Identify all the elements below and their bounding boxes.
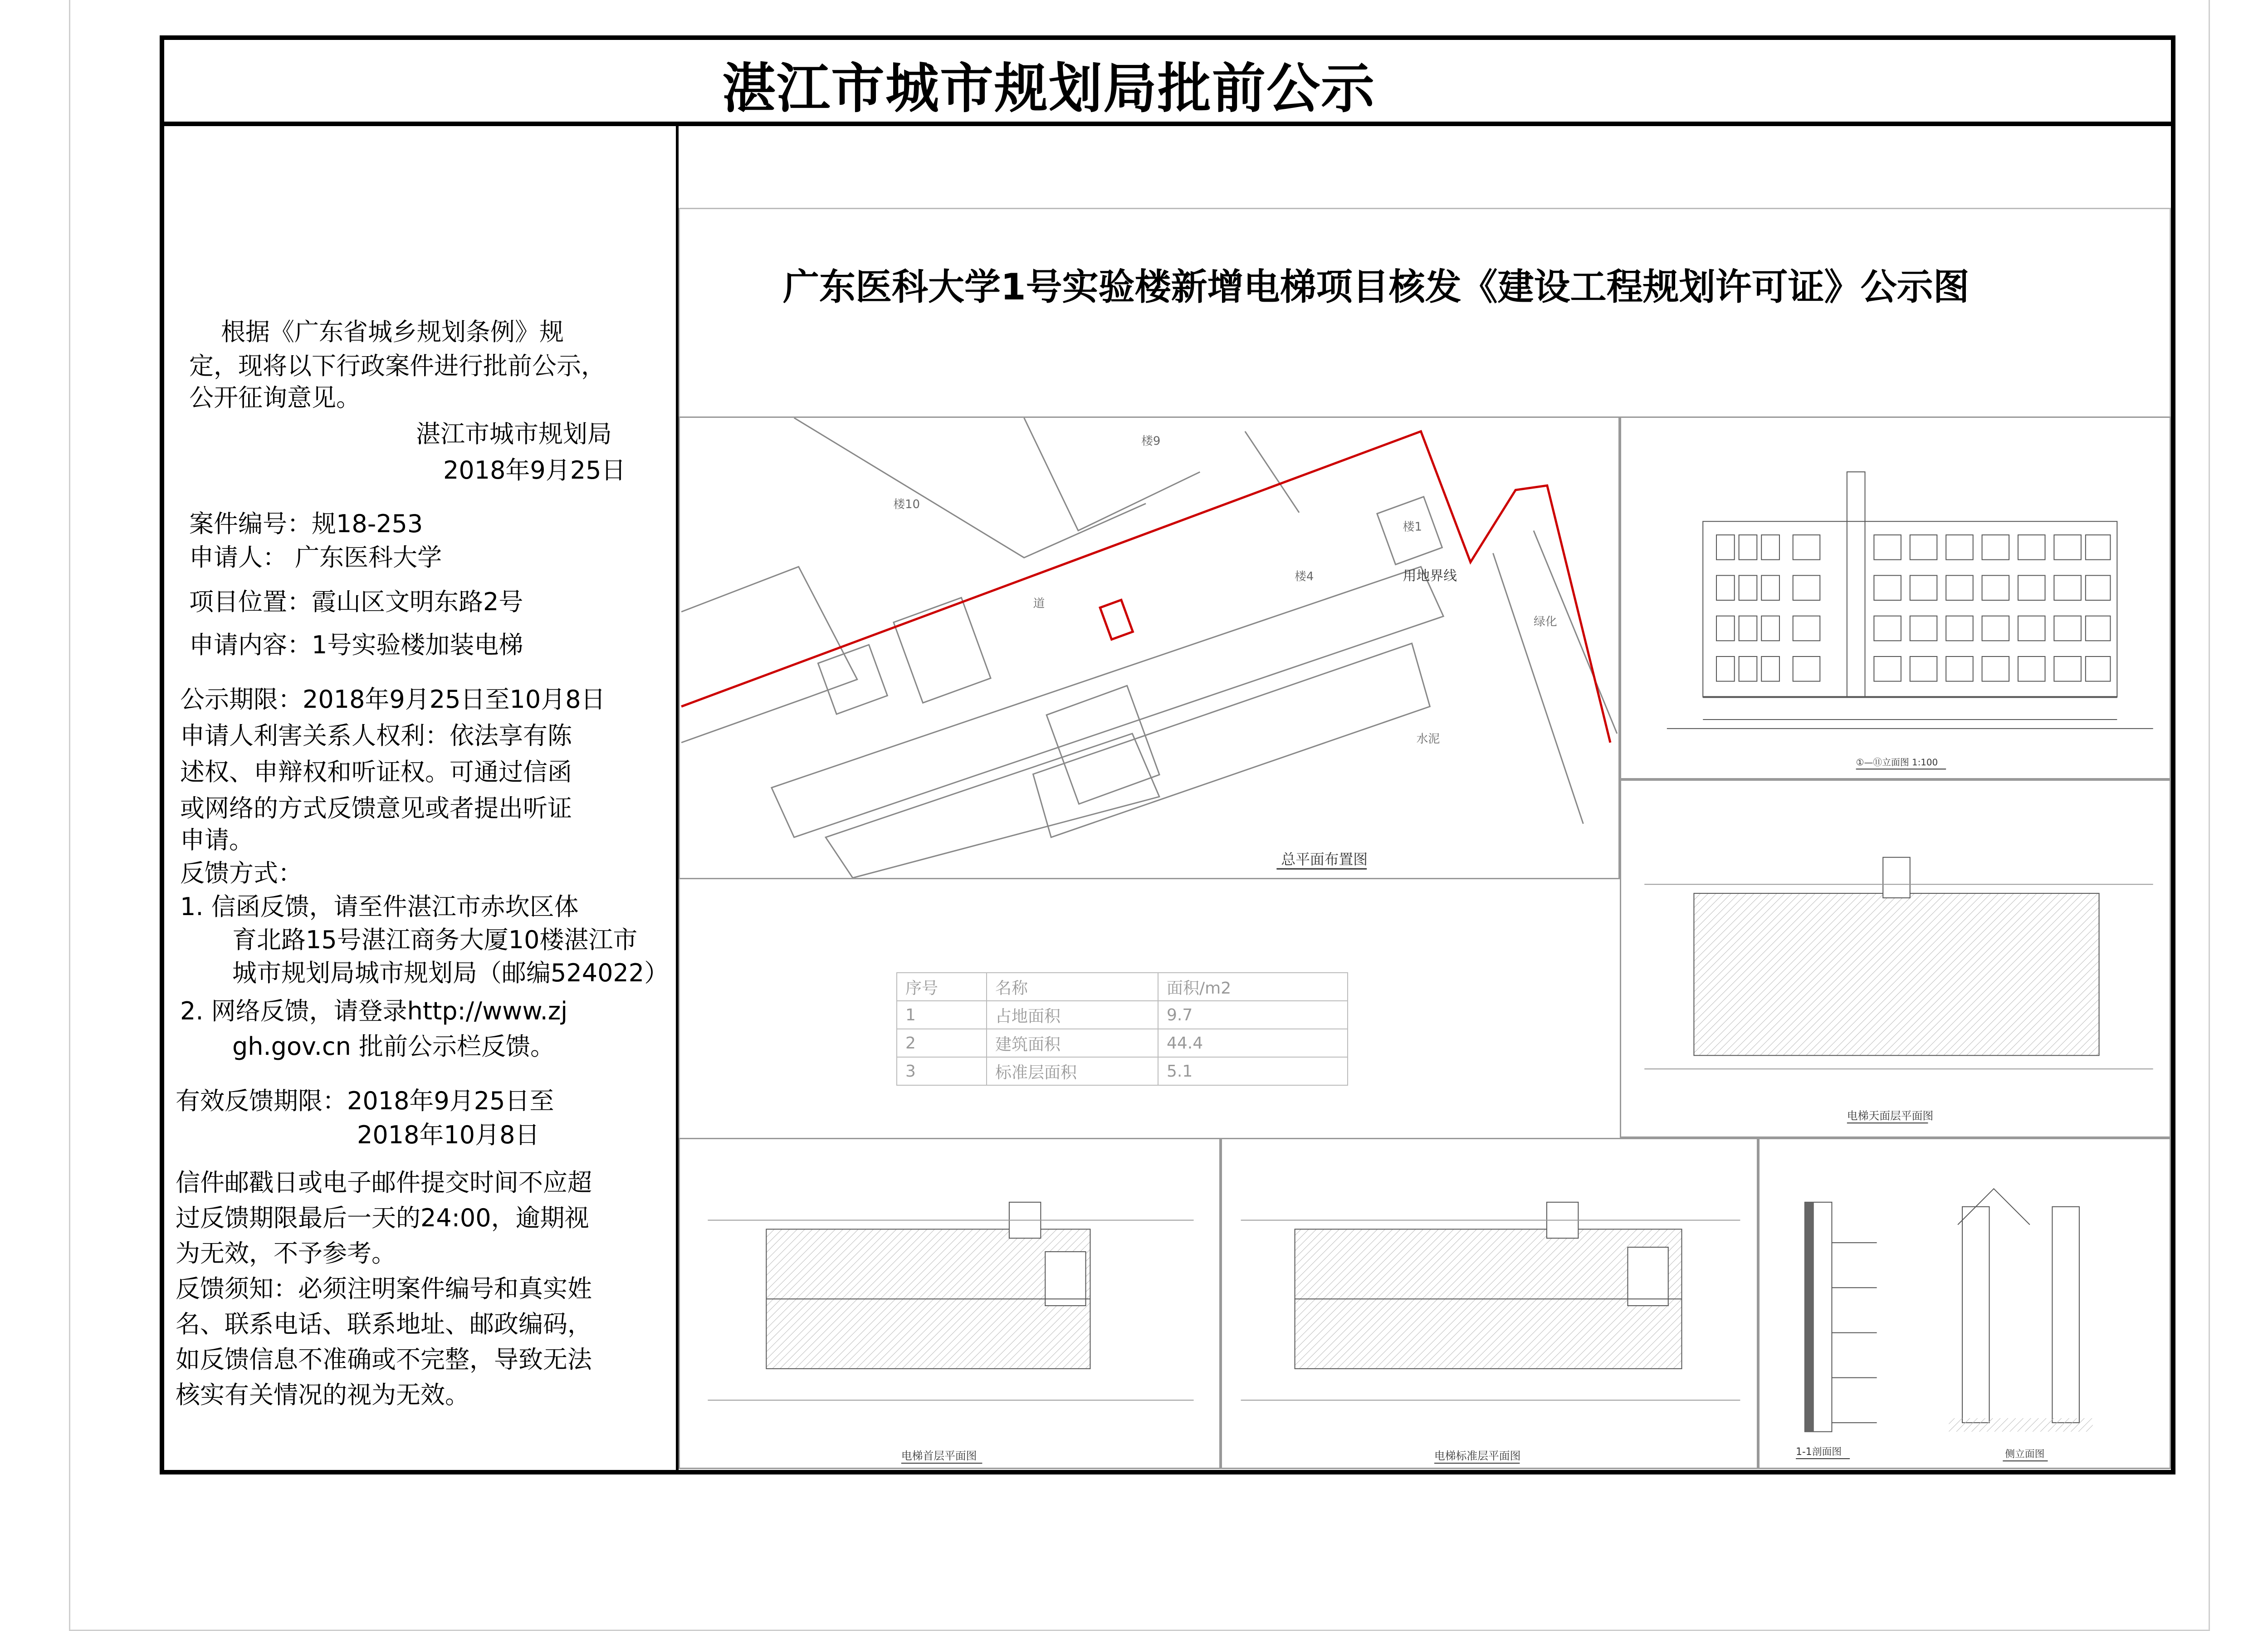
site-label-green: 绿化 [1533, 615, 1557, 629]
rights-line-2: 述权、申辩权和听证权。可通过信函 [180, 758, 572, 786]
postmark-line-3: 为无效，不予参考。 [176, 1239, 396, 1268]
notice-frame [160, 35, 2175, 1474]
standard-plan-drawing [1222, 1139, 1757, 1468]
project-location: 项目位置：霞山区文明东路2号 [189, 588, 523, 616]
feedback-mail-line-3: 城市规划局城市规划局（邮编524022） [232, 959, 669, 987]
drawing-area [679, 126, 2175, 1474]
table-row: 3 标准层面积 5.1 [897, 1057, 1348, 1085]
standard-plan-caption: 电梯标准层平面图 [1434, 1450, 1521, 1463]
notes-line-3: 如反馈信息不准确或不完整，导致无法 [176, 1345, 592, 1374]
intro-line-1: 根据《广东省城乡规划条例》规 [221, 318, 564, 346]
page-title: 湛江市城市规划局批前公示 [722, 57, 1376, 120]
site-plan-panel [679, 416, 1620, 879]
applicant: 申请人： 广东医科大学 [189, 543, 442, 572]
site-label-bldg10: 楼10 [893, 497, 920, 511]
site-label-cement: 水泥 [1416, 732, 1440, 746]
postmark-line-2: 过反馈期限最后一天的24:00，逾期视 [176, 1204, 589, 1232]
section-drawing [1760, 1139, 2170, 1468]
title-band [164, 40, 2171, 126]
notice-text-column [164, 126, 679, 1474]
site-label-bldg4: 楼4 [1295, 569, 1314, 583]
drawing-title: 广东医科大学1号实验楼新增电梯项目核发《建设工程规划许可证》公示图 [783, 266, 1970, 308]
feedback-mail-line-2: 育北路15号湛江商务大厦10楼湛江市 [232, 926, 638, 954]
valid-period-line-1: 有效反馈期限：2018年9月25日至 [176, 1087, 554, 1115]
site-label-bldg9: 楼9 [1141, 434, 1161, 448]
ground-plan-drawing [680, 1139, 1219, 1468]
feedback-mail-line-1: 1. 信函反馈，请至件湛江市赤坎区体 [180, 892, 579, 921]
intro-line-3: 公开征询意见。 [189, 383, 361, 412]
notice-date: 2018年9月25日 [443, 456, 626, 485]
notes-line-4: 核实有关情况的视为无效。 [176, 1381, 469, 1409]
area-col-no: 序号 [897, 973, 987, 1001]
application-content: 申请内容：1号实验楼加装电梯 [189, 631, 523, 659]
ground-plan-caption: 电梯首层平面图 [901, 1450, 977, 1463]
rights-line-4: 申请。 [180, 826, 254, 854]
issuing-agency: 湛江市城市规划局 [416, 420, 612, 448]
intro-line-2: 定，现将以下行政案件进行批前公示， [189, 352, 606, 380]
section-panel [1758, 1138, 2171, 1469]
table-row: 2 建筑面积 44.4 [897, 1029, 1348, 1057]
section-caption: 1-1剖面图 [1796, 1446, 1842, 1458]
area-table [896, 972, 1348, 1086]
elevation-panel [1620, 416, 2171, 779]
roof-plan-caption: 电梯天面层平面图 [1847, 1109, 1934, 1122]
site-plan-caption: 总平面布置图 [1281, 851, 1368, 868]
ground-plan-panel [679, 1138, 1221, 1469]
feedback-title: 反馈方式： [180, 859, 303, 887]
elevation-drawing [1621, 418, 2170, 778]
postmark-line-1: 信件邮戳日或电子邮件提交时间不应超 [176, 1168, 592, 1197]
elevation-caption: ①—⑪立面图 1:100 [1856, 757, 1938, 768]
notes-line-2: 名、联系电话、联系地址、邮政编码， [176, 1310, 592, 1338]
notes-line-1: 反馈须知：必须注明案件编号和真实姓 [176, 1274, 592, 1303]
feedback-web-line-1: 2. 网络反馈，请登录http://www.zj [180, 997, 568, 1025]
side-elevation-caption: 侧立面图 [2005, 1449, 2045, 1460]
rights-line-3: 或网络的方式反馈意见或者提出听证 [180, 794, 572, 823]
site-label-road: 道 [1033, 597, 1045, 611]
area-col-value: 面积/m2 [1158, 973, 1348, 1001]
rights-line-1: 申请人利害关系人权利：依法享有陈 [180, 721, 572, 750]
site-label-bldg1: 楼1 [1403, 520, 1422, 534]
boundary-label: 用地界线 [1403, 568, 1457, 584]
roof-plan-drawing [1621, 781, 2170, 1136]
case-number: 案件编号：规18-253 [189, 509, 423, 538]
roof-plan-panel [1620, 779, 2171, 1138]
feedback-web-line-2: gh.gov.cn 批前公示栏反馈。 [232, 1032, 555, 1061]
area-col-name: 名称 [987, 973, 1158, 1001]
publicity-period: 公示期限：2018年9月25日至10月8日 [180, 685, 606, 714]
valid-period-line-2: 2018年10月8日 [357, 1121, 540, 1149]
standard-plan-panel [1221, 1138, 1758, 1469]
site-plan-drawing [680, 418, 1618, 878]
area-table-header [897, 973, 1348, 1001]
table-row: 1 占地面积 9.7 [897, 1001, 1348, 1029]
